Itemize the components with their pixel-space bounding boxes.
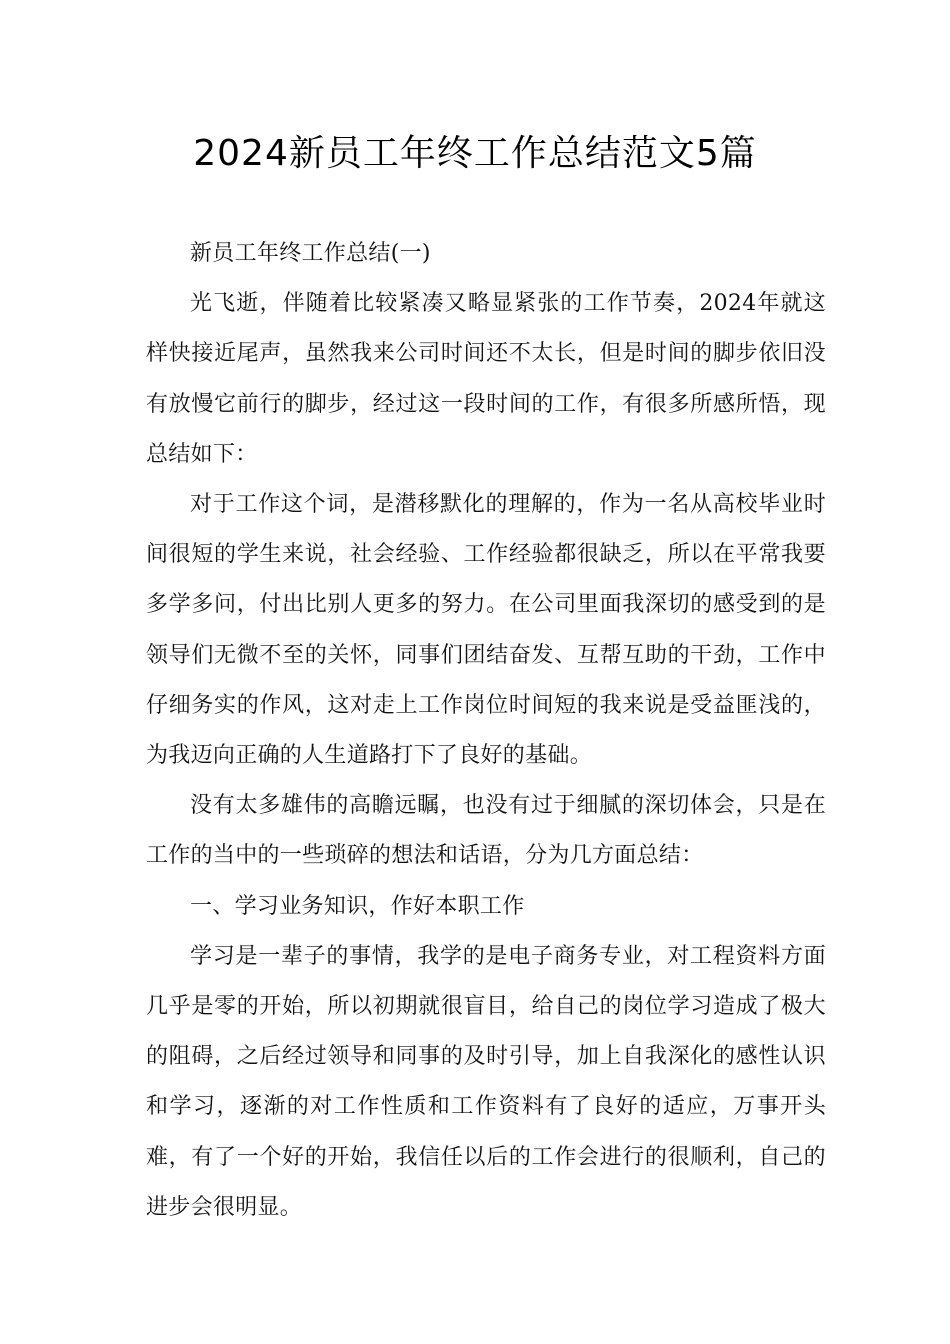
document-title: 2024新员工年终工作总结范文5篇	[193, 133, 757, 174]
paragraph-intro: 光飞逝，伴随着比较紧凑又略显紧张的工作节奏，2024年就这样快接近尾声，虽然我来公司时间还不太长，但是时间的脚步依旧没有放慢它前行的脚步，经过这一段时间的工作，有很多所感所悟，现总结如下：	[146, 291, 826, 467]
paragraph-summary-lead: 没有太多雄伟的高瞻远瞩，也没有过于细腻的深切体会，只是在工作的当中的一些琐碎的想法和话语，分为几方面总结：	[146, 793, 826, 869]
paragraph-learning: 学习是一辈子的事情，我学的是电子商务专业，对工程资料方面几乎是零的开始，所以初期就很盲目，给自己的岗位学习造成了极大的阻碍，之后经过领导和同事的及时引导，加上自我深化的感性认识和学习，逐渐的对工作性质和工作资料有了良好的适应，万事开头难，有了一个好的开始，我信任以后的工作会进行的很顺利，自己的进步会很明显。	[146, 943, 826, 1220]
subsection-heading-1: 一、学习业务知识，作好本职工作	[190, 893, 525, 919]
section-heading-1: 新员工年终工作总结(一)	[190, 241, 431, 266]
paragraph-work-understanding: 对于工作这个词，是潜移默化的理解的，作为一名从高校毕业时间很短的学生来说，社会经验、工作经验都很缺乏，所以在平常我要多学多问，付出比别人更多的努力。在公司里面我深切的感受到的是领导们无微不至的关怀，同事们团结奋发、互帮互助的干劲，工作中仔细务实的作风，这对走上工作岗位时间短的我来说是受益匪浅的，为我迈向正确的人生道路打下了良好的基础。	[146, 492, 826, 769]
document-body	[146, 229, 826, 1233]
